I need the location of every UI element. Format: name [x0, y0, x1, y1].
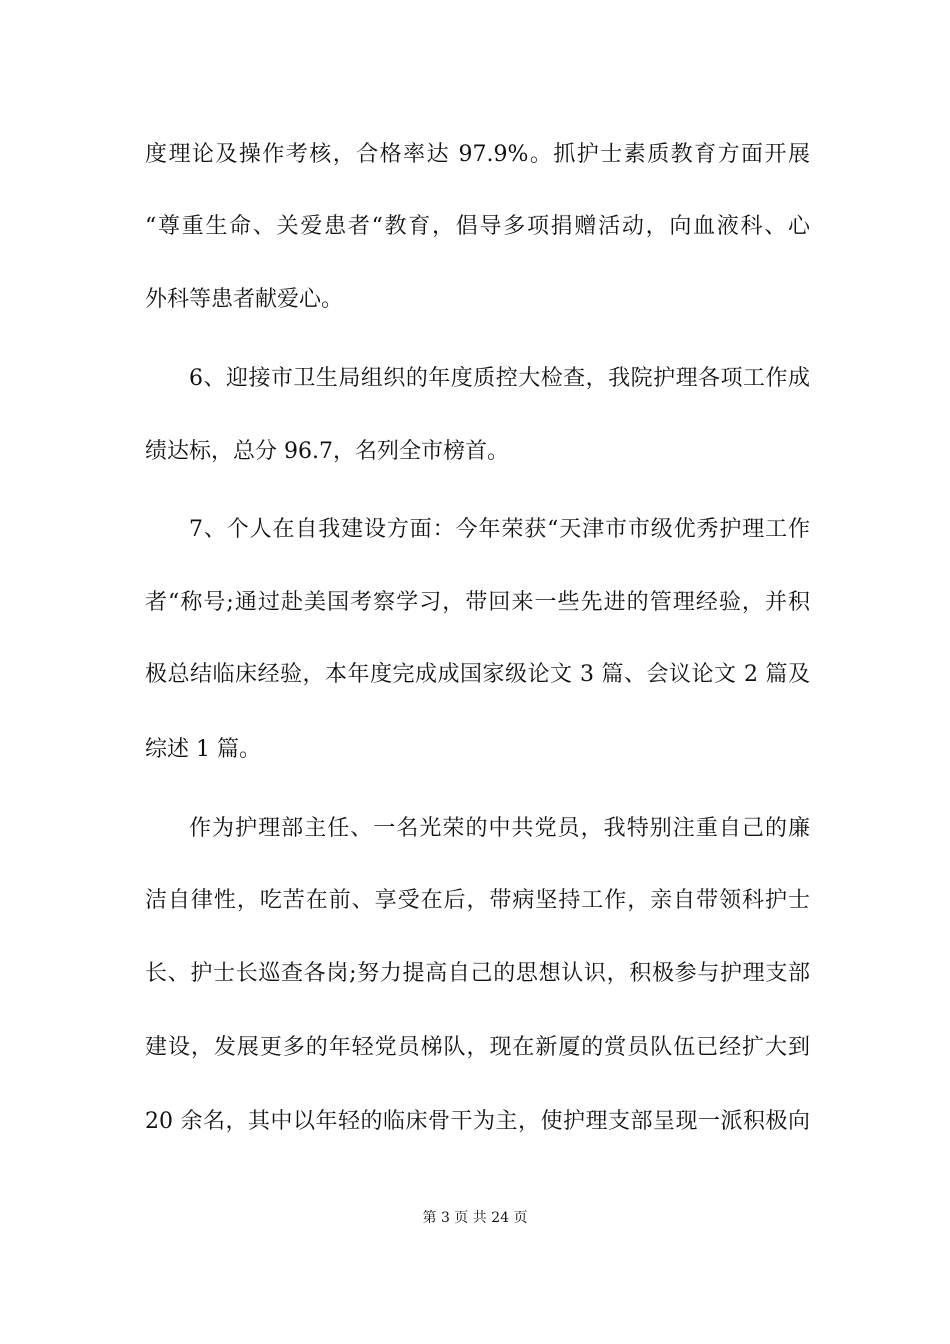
paragraph-4-line-1: 作为护理部主任、一名光荣的中共党员，我特别注重自己的廉: [189, 816, 810, 841]
paragraph-1-line-2: “尊重生命、关爱患者“教育，倡导多项捐赠活动，向血液科、心: [145, 214, 810, 239]
paragraph-3-line-3: 极总结临床经验，本年度完成成国家级论文 3 篇、会议论文 2 篇及: [145, 662, 810, 687]
page-number-footer: 第 3 页 共 24 页: [422, 1210, 528, 1226]
paragraph-1-line-3: 外科等患者献爱心。: [145, 287, 344, 312]
paragraph-3-line-2: 者“称号;通过赴美国考察学习，带回来一些先进的管理经验，并积: [145, 590, 810, 615]
paragraph-4-line-3: 长、护士长巡查各岗;努力提高自己的思想认识，积极参与护理支部: [145, 961, 810, 986]
paragraph-1-line-1: 度理论及操作考核，合格率达 97.9%。抓护士素质教育方面开展: [145, 142, 810, 167]
paragraph-2-line-2: 绩达标，总分 96.7，名列全市榜首。: [145, 439, 509, 464]
paragraph-2-line-1: 6、迎接市卫生局组织的年度质控大检查，我院护理各项工作成: [189, 366, 810, 391]
paragraph-4-line-4: 建设，发展更多的年轻党员梯队，现在新厦的赏员队伍已经扩大到: [145, 1035, 810, 1060]
paragraph-4-line-5: 20 余名，其中以年轻的临床骨干为主，使护理支部呈现一派积极向: [145, 1109, 810, 1134]
paragraph-3-line-4: 综述 1 篇。: [145, 737, 261, 762]
paragraph-4-line-2: 洁自律性，吃苦在前、享受在后，带病坚持工作，亲自带领科护士: [145, 888, 810, 913]
paragraph-3-line-1: 7、个人在自我建设方面：今年荣获“天津市市级优秀护理工作: [189, 517, 810, 542]
